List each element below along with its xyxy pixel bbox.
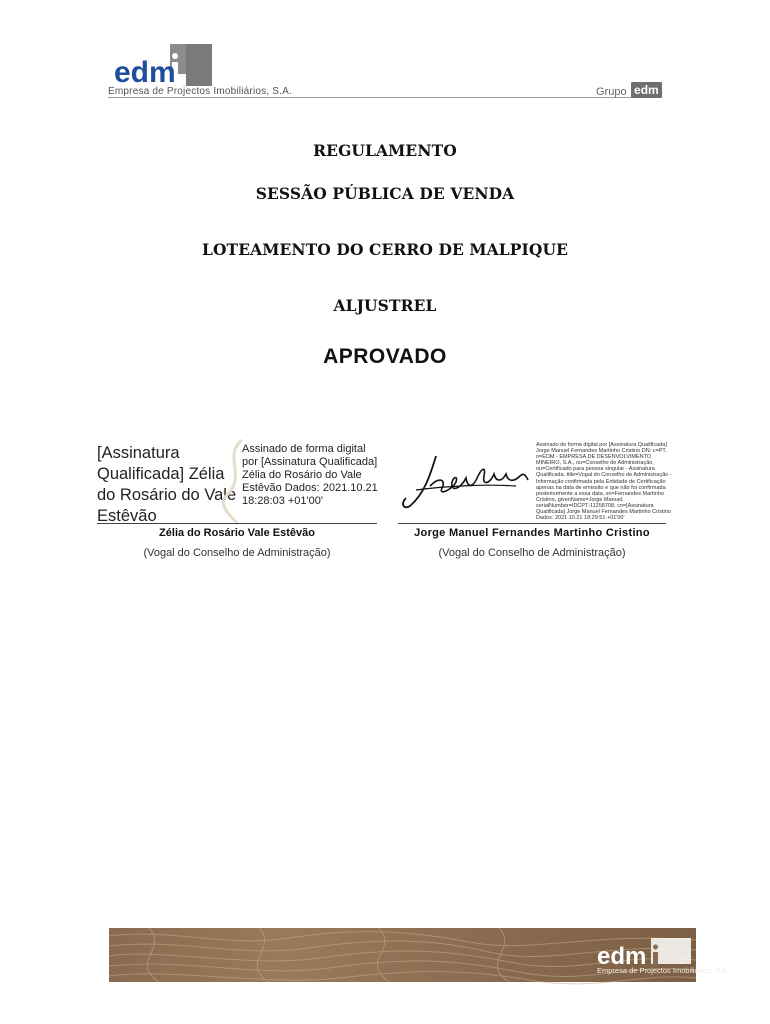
right-signatory-role: (Vogal do Conselho de Administração): [438, 547, 626, 559]
document-subtitle-session: SESSÃO PÚBLICA DE VENDA: [255, 184, 515, 203]
document-title: REGULAMENTO: [313, 141, 457, 160]
right-signatory-name: Jorge Manuel Fernandes Martinho Cristino: [414, 527, 650, 539]
approval-status: APROVADO: [323, 345, 447, 368]
document-subtitle-lot: LOTEAMENTO DO CERRO DE MALPIQUE: [201, 240, 569, 259]
left-signature-stamp-details: Assinado de forma digital por [Assinatura Qualificada] Zélia do Rosário do Vale Estêvão Dados: 2021.10.21 18:28:03 +01'00': [242, 443, 378, 507]
header-divider: [108, 97, 660, 98]
svg-text:edm: edm: [114, 56, 176, 89]
footer-subtitle: Empresa de Projectos Imobiliários, S.A.: [597, 966, 730, 975]
group-badge: edm: [631, 82, 662, 98]
group-label: Grupo: [596, 86, 627, 98]
document-subtitle-location: ALJUSTREL: [333, 296, 437, 315]
handwritten-signature: [396, 446, 532, 514]
footer-banner: [109, 928, 730, 982]
page-header: [0, 0, 770, 100]
left-signatory-name: Zélia do Rosário Vale Estêvão: [159, 527, 315, 539]
right-signature-line: [398, 523, 666, 524]
left-signatory-role: (Vogal do Conselho de Administração): [143, 547, 331, 559]
company-subtitle: Empresa de Projectos Imobiliários, S.A.: [108, 86, 292, 97]
edm-logo: [112, 44, 212, 90]
svg-text:edm: edm: [597, 943, 647, 970]
left-signature-line: [97, 523, 377, 524]
group-logo: [596, 80, 662, 98]
left-signature-stamp-name: [Assinatura Qualificada] Zélia do Rosário do Vale Estêvão: [97, 444, 237, 525]
right-signature-stamp-details: Assinado de forma digital por [Assinatura Qualificada] Jorge Manuel Fernandes Martinho Cristino DN: c=PT, o=EDM - EMPRESA DE DESENVOLVIMENTO MINEIRO, S.A., ou=Conselho de Administração, ou=Certificado para pessoa singular - Assinatura Qualificada, title=Vogal do Conselho de Administração - Informação confirmada pela Entidade de Certificação apenas na data de emissão e que não foi confirmada posteriormente a essa data, sn=Fernandes Martinho Cristino, givenName=Jorge Manuel, serialNumber=IDCPT-11258708, cn=[Assinatura Qualificada] Jorge Manuel Fernandes Martinho Cristino Dados: 2021.10.21 18:29:51 +01'00': [536, 442, 672, 522]
